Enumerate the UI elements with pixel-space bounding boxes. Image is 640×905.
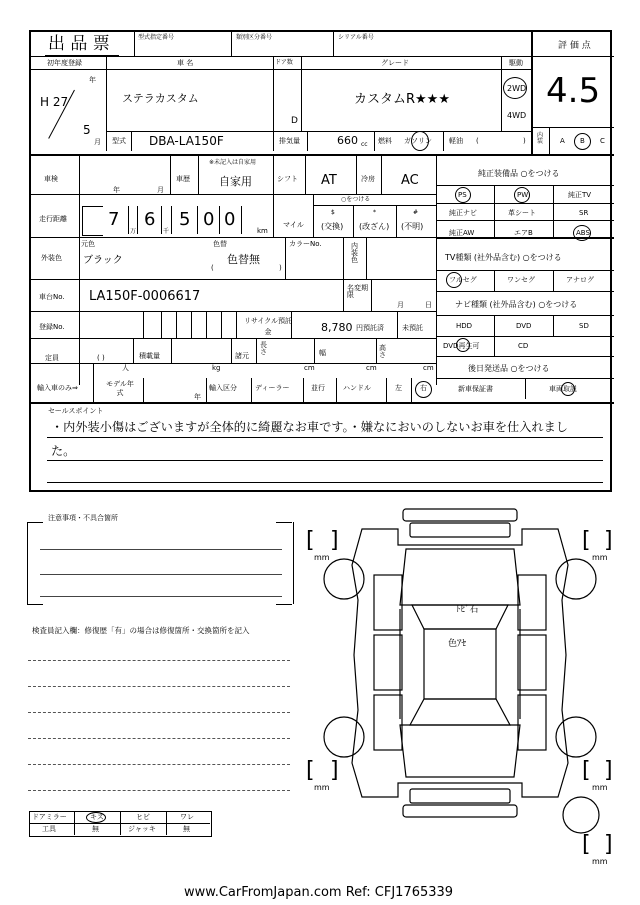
navi-dvd-play-circle bbox=[456, 338, 470, 352]
model-type: DBA-LA150F bbox=[149, 134, 224, 148]
model-type-label: 型式 bbox=[112, 137, 126, 145]
navi-hdd: HDD bbox=[456, 322, 473, 330]
recycle-unpaid: 未預託 bbox=[402, 324, 423, 332]
glass-h2: キズ bbox=[90, 813, 104, 821]
fuel-paren-l: ( bbox=[476, 137, 479, 145]
navi-dvd: DVD bbox=[516, 322, 532, 330]
equip-abs: ABS bbox=[576, 229, 590, 237]
mileage-unknown: (不明) bbox=[401, 222, 424, 231]
car-name: ステラカスタム bbox=[122, 92, 199, 105]
glass-h4: ワレ bbox=[180, 813, 194, 821]
doors: D bbox=[291, 116, 298, 126]
equip-tv: 純正TV bbox=[568, 191, 592, 199]
mm-spare: mm bbox=[592, 857, 608, 866]
later-warranty: 新車保証書 bbox=[458, 385, 493, 393]
shift-value: AT bbox=[321, 173, 337, 188]
glass-r2: 無 bbox=[92, 825, 99, 833]
caution-label: 注意事項・不具合箇所 bbox=[48, 514, 118, 522]
car-damage-diagram bbox=[300, 505, 620, 875]
damage-label-front: ﾄﾋﾞ石 bbox=[456, 605, 479, 615]
mileage-d5: 0 bbox=[224, 209, 236, 230]
import-class-label: 輸入区分 bbox=[209, 384, 237, 392]
class-code-label: 類別区分番号 bbox=[236, 34, 273, 41]
bracket-rl-r: ] bbox=[330, 758, 339, 783]
handle-right: 右 bbox=[420, 384, 427, 392]
serial-label: シリアル番号 bbox=[338, 34, 374, 41]
bracket-fr: [ bbox=[582, 528, 591, 553]
mileage-star: * bbox=[373, 209, 376, 216]
mileage-km: km bbox=[257, 227, 268, 235]
mileage-sen: 千 bbox=[163, 228, 170, 235]
equip-ps-circle bbox=[455, 187, 471, 203]
color-no-label: カラーNo. bbox=[289, 240, 322, 248]
mileage-d3: 5 bbox=[179, 209, 191, 230]
tv-fullseg-circle bbox=[446, 272, 462, 288]
model-code-label: 型式指定番号 bbox=[138, 34, 175, 41]
equip-ps: PS bbox=[458, 191, 467, 199]
glass-h3: ヒビ bbox=[136, 813, 150, 821]
equip-sr: SR bbox=[579, 209, 589, 217]
interior-color-label: 内装色 bbox=[351, 242, 358, 264]
sales-point-line2: た。 bbox=[51, 444, 76, 458]
fuel-label: 燃料 bbox=[378, 137, 392, 145]
interior-b-circle bbox=[574, 133, 591, 150]
mileage-dollar: $ bbox=[331, 209, 335, 216]
later-manual: 車両取説 bbox=[549, 385, 577, 393]
mileage-hash: # bbox=[413, 209, 419, 216]
mileage-mile: マイル bbox=[283, 221, 304, 229]
drive-4wd: 4WD bbox=[507, 111, 527, 120]
glass-r4: 無 bbox=[183, 825, 190, 833]
fuel-paren-r: ) bbox=[523, 137, 526, 145]
height-cm: cm bbox=[423, 364, 434, 372]
equip-navi: 純正ナビ bbox=[449, 209, 477, 217]
equip-leather: 革シート bbox=[508, 209, 536, 217]
cc-unit: cc bbox=[361, 141, 368, 148]
transfer-label: 名変期限 bbox=[347, 284, 368, 299]
shift-label: シフト bbox=[277, 175, 298, 183]
height-label: 高さ bbox=[379, 344, 386, 359]
repaint-label: 色替 bbox=[213, 240, 227, 248]
history-value: 自家用 bbox=[219, 175, 252, 188]
grade: カスタムR★★★ bbox=[354, 92, 450, 107]
navi-title: ナビ種類 (社外品含む) ○をつける bbox=[455, 300, 578, 309]
interior-b: B bbox=[580, 137, 585, 145]
width-cm: cm bbox=[366, 364, 377, 372]
score-value: 4.5 bbox=[546, 71, 601, 111]
import-label: 輸入車のみ⇒ bbox=[37, 384, 78, 392]
glass-r3: ジャッキ bbox=[128, 825, 156, 833]
bracket-fr-r: ] bbox=[604, 528, 613, 553]
bracket-fl: [ bbox=[306, 528, 315, 553]
tv-analog: アナログ bbox=[566, 276, 594, 284]
sales-point-line1: ・内外装小傷はございますが全体的に綺麗なお車です。・嫌なにおいのしないお車を仕入れまし bbox=[51, 420, 568, 434]
equip-aw: 純正AW bbox=[449, 229, 475, 237]
car-name-label: 車 名 bbox=[177, 59, 194, 67]
recycle-label: リサイクル預託金 bbox=[243, 317, 293, 336]
score-label: 評 価 点 bbox=[558, 41, 591, 51]
bracket-spare: [ bbox=[582, 832, 591, 857]
import-parallel: 並行 bbox=[311, 384, 325, 392]
capacity-paren: ( ) bbox=[97, 354, 105, 362]
repaint-paren-l: ( bbox=[211, 264, 214, 272]
history-label: 車歴 bbox=[176, 175, 190, 183]
recycle-amount: 8,780 bbox=[321, 321, 353, 334]
drive-label: 駆動 bbox=[509, 59, 523, 67]
displacement: 660 bbox=[337, 134, 358, 147]
mileage-d4: 0 bbox=[203, 209, 215, 230]
inspection-month: 月 bbox=[157, 186, 164, 194]
interior-c: C bbox=[600, 137, 605, 145]
grade-label: グレード bbox=[381, 59, 409, 67]
damage-label-mid: 色ｱｾ bbox=[448, 639, 467, 649]
mm-fr: mm bbox=[592, 553, 608, 562]
navi-sd: SD bbox=[579, 322, 589, 330]
repaint-paren-r: ) bbox=[279, 264, 282, 272]
form-title: 出 品 票 bbox=[48, 34, 110, 54]
capacity-person: 人 bbox=[122, 364, 129, 372]
mileage-label: 走行距離 bbox=[39, 215, 67, 223]
chassis-number: LA150F-0006617 bbox=[89, 289, 201, 304]
later-manual-circle bbox=[561, 382, 575, 396]
navi-cd: CD bbox=[518, 342, 529, 350]
later-title: 後日発送品 ○をつける bbox=[468, 364, 550, 373]
chassis-label: 車台No. bbox=[39, 293, 65, 301]
interior-a: A bbox=[560, 137, 565, 145]
inspection-label: 車検 bbox=[44, 175, 58, 183]
recycle-paid: 円預託済 bbox=[356, 324, 384, 332]
tv-fullseg: フルセグ bbox=[449, 276, 477, 284]
ac-value: AC bbox=[401, 173, 419, 188]
drive-2wd: 2WD bbox=[507, 84, 527, 93]
orig-color: ブラック bbox=[83, 255, 123, 266]
fuel-diesel: 軽油 bbox=[449, 137, 463, 145]
tv-title: TV種類 (社外品含む) ○をつける bbox=[445, 253, 562, 262]
model-year-suffix: 年 bbox=[194, 393, 201, 401]
orig-color-label: 元色 bbox=[81, 240, 95, 248]
sales-point-label: セールスポイント bbox=[48, 407, 104, 415]
bracket-fl-r: ] bbox=[330, 528, 339, 553]
glass-r1: 工具 bbox=[42, 825, 56, 833]
tv-oneseg: ワンセグ bbox=[507, 276, 535, 284]
first-registration-month: 5 bbox=[83, 123, 91, 137]
ac-label: 冷房 bbox=[361, 175, 375, 183]
mm-rr: mm bbox=[592, 783, 608, 792]
history-note: ※未記入は自家用 bbox=[209, 159, 257, 166]
handle-left: 左 bbox=[395, 384, 402, 392]
doors-label: ドア数 bbox=[275, 59, 293, 66]
width-label: 幅 bbox=[319, 349, 326, 357]
handle-label: ハンドル bbox=[343, 384, 371, 392]
bracket-rr-r: ] bbox=[604, 758, 613, 783]
auction-sheet bbox=[29, 30, 612, 492]
equip-pw-circle bbox=[514, 187, 530, 203]
color-label: 外装色 bbox=[41, 254, 62, 262]
transfer-day: 日 bbox=[425, 301, 432, 309]
dims-label: 諸元 bbox=[235, 352, 249, 360]
mileage-d1: 7 bbox=[108, 209, 120, 230]
equip-airbag: エアB bbox=[514, 229, 533, 237]
import-dealer: ディーラー bbox=[255, 384, 290, 392]
first-registration-label: 初年度登録 bbox=[47, 59, 82, 67]
mileage-tamper: (改ざん) bbox=[359, 222, 390, 231]
drive-2wd-circle bbox=[503, 77, 527, 99]
mileage-circle-note: ○をつける bbox=[341, 196, 371, 203]
mileage-man: 万 bbox=[130, 228, 137, 235]
bracket-rr: [ bbox=[582, 758, 591, 783]
caution-box bbox=[27, 522, 294, 604]
mm-rl: mm bbox=[314, 783, 330, 792]
model-year-label: モデル年式 bbox=[106, 380, 134, 397]
equip-pw: PW bbox=[517, 191, 529, 199]
transfer-month: 月 bbox=[397, 301, 404, 309]
fuel-gasoline-circle bbox=[411, 131, 429, 151]
glass-h2-circle bbox=[86, 812, 106, 823]
length-cm: cm bbox=[304, 364, 315, 372]
footer-watermark: www.CarFromJapan.com Ref: CFJ1765339 bbox=[184, 885, 454, 900]
interior-label: 内装 bbox=[537, 132, 544, 145]
inspector-label: 検査員記入欄：修復歴「有」の場合は修復箇所・交換箇所を記入 bbox=[32, 626, 250, 635]
equipment-title: 純正装備品 ○をつける bbox=[478, 169, 560, 178]
capacity-label: 定員 bbox=[45, 354, 59, 362]
handle-right-circle bbox=[415, 381, 432, 398]
displacement-label: 排気量 bbox=[279, 137, 300, 145]
fuel-gasoline: ガソリン bbox=[404, 137, 432, 145]
repaint-value: 色替無 bbox=[227, 253, 260, 266]
bracket-spare-r: ] bbox=[604, 832, 613, 857]
mm-fl: mm bbox=[314, 553, 330, 562]
inspection-year: 年 bbox=[113, 186, 120, 194]
navi-dvd-play: DVD再生可 bbox=[443, 342, 480, 350]
glass-h1: ドアミラー bbox=[32, 813, 67, 821]
bracket-rl: [ bbox=[306, 758, 315, 783]
load-kg: kg bbox=[212, 364, 221, 372]
mileage-exchange: (交換) bbox=[321, 222, 344, 231]
mileage-d2: 6 bbox=[144, 209, 156, 230]
load-label: 積載量 bbox=[139, 352, 160, 360]
year-suffix: 年 bbox=[89, 76, 96, 84]
length-label: 長さ bbox=[260, 341, 267, 356]
month-suffix: 月 bbox=[94, 138, 101, 146]
reg-label: 登録No. bbox=[39, 323, 65, 331]
first-registration-era: H 27 bbox=[40, 95, 69, 109]
